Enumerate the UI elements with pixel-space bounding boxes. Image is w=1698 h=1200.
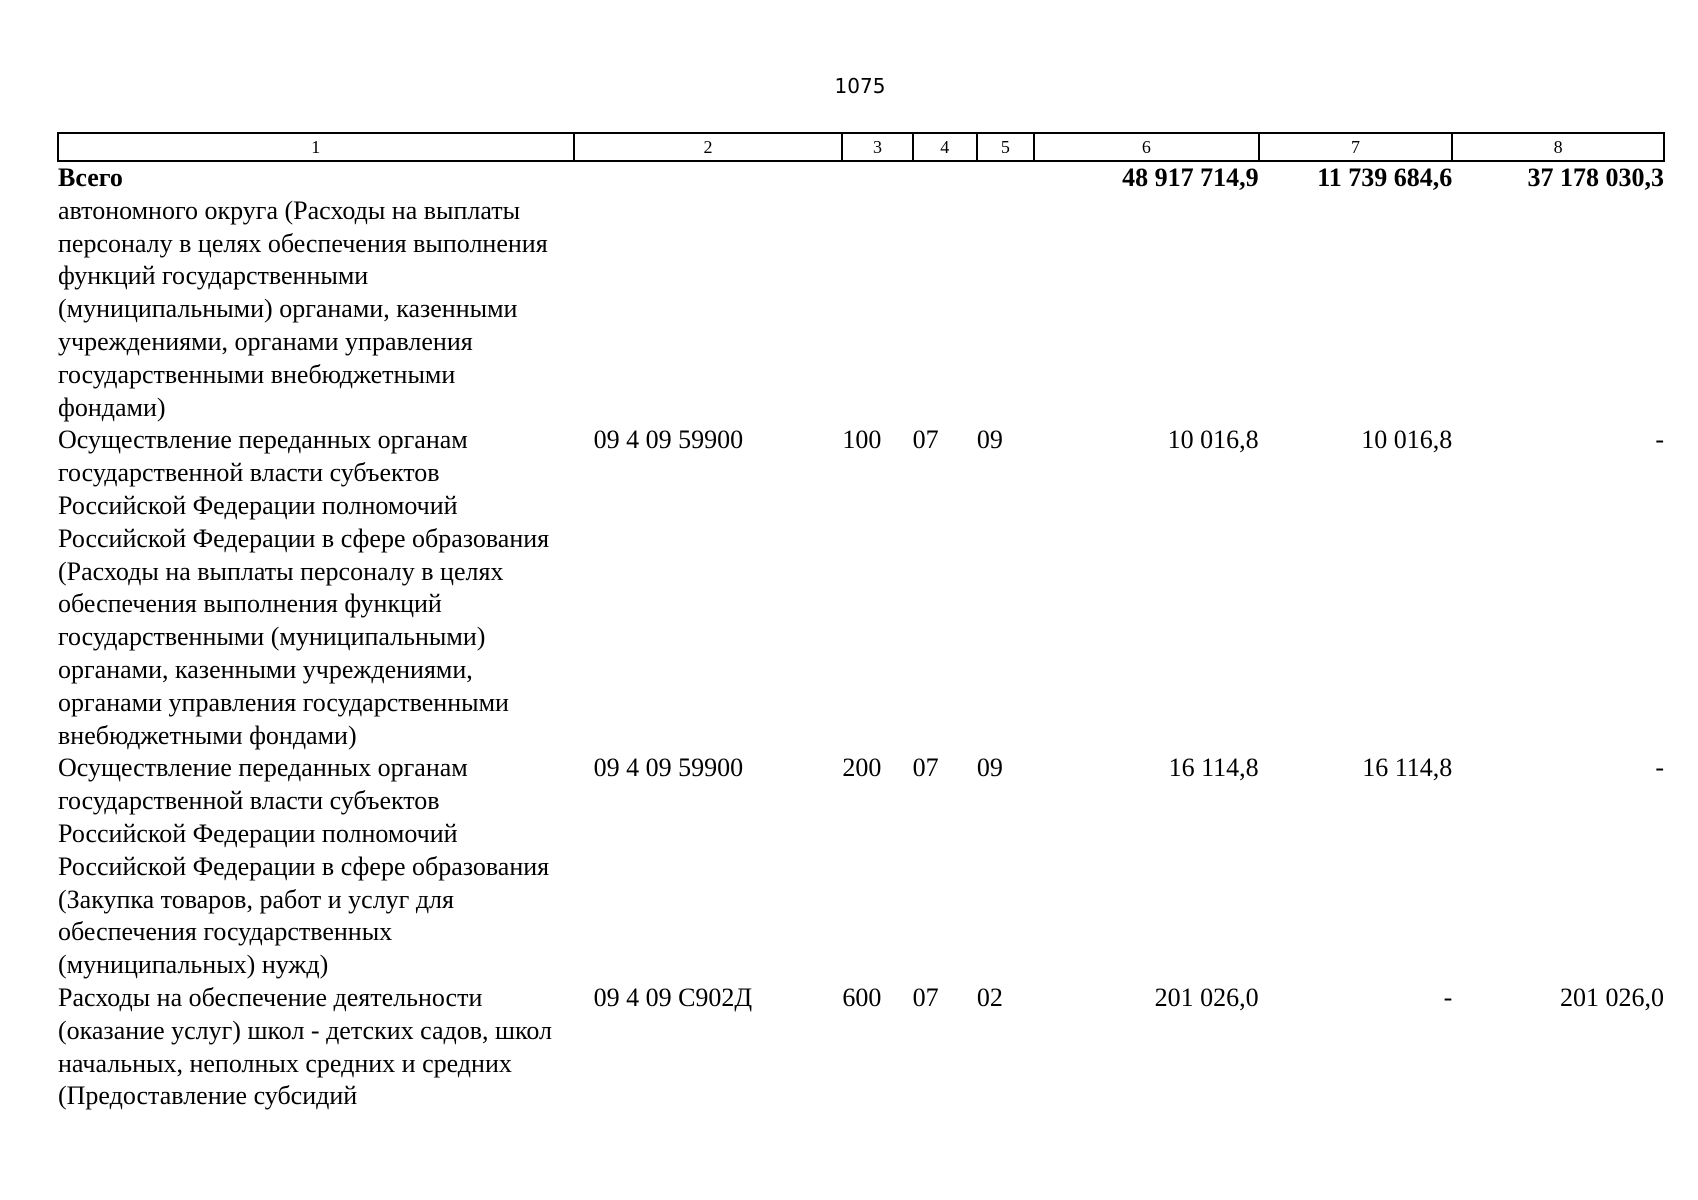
row-expense-type: 200 — [842, 753, 882, 783]
column-number-3: 3 — [842, 133, 912, 161]
row-section: 07 — [912, 753, 939, 783]
column-number-5: 5 — [977, 133, 1034, 161]
row-subsection — [977, 195, 1034, 425]
row-section: 07 — [912, 425, 939, 455]
table-row — [58, 982, 1664, 1113]
total-col6: 48 917 714,9 — [1122, 163, 1259, 192]
row-col8: 201 026,0 — [1560, 982, 1664, 1012]
column-number-6: 6 — [1034, 133, 1259, 161]
row-name: Осуществление переданных органам государственной власти субъектов Российской Федерации полномочий Российской Федерации в сфере образования (Расходы на выплаты персоналу в целях обеспечения выполнения функций государственными (муниципальными) органами, казенными учреждениями, органами управления государственными внебюджетными фондами) — [58, 425, 550, 750]
row-expense-type — [842, 195, 912, 425]
row-subsection: 09 — [976, 425, 1003, 455]
row-col6: 201 026,0 — [1154, 982, 1259, 1012]
row-col6: 10 016,8 — [1167, 425, 1259, 455]
total-row — [58, 161, 1664, 195]
table-row — [58, 195, 1664, 425]
row-col7: 16 114,8 — [1362, 753, 1453, 783]
row-name: Расходы на обеспечение деятельности (оказание услуг) школ - детских садов, школ начальных, неполных средних и средних (Предоставление субсидий — [58, 982, 552, 1111]
total-label: Всего — [58, 163, 123, 192]
column-number-2: 2 — [574, 133, 843, 161]
row-col7 — [1259, 195, 1453, 425]
column-number-1: 1 — [58, 133, 574, 161]
row-col8: - — [1655, 753, 1664, 783]
row-col6: 16 114,8 — [1168, 753, 1259, 783]
row-name: Осуществление переданных органам государственной власти субъектов Российской Федерации полномочий Российской Федерации в сфере образования (Закупка товаров, работ и услуг для обеспечения государственных (муниципальных) нужд) — [58, 753, 550, 980]
row-target-article: 09 4 09 С902Д — [593, 982, 753, 1012]
page-number: 1075 — [834, 74, 886, 98]
column-number-4: 4 — [913, 133, 977, 161]
row-target-article: 09 4 09 59900 — [593, 425, 744, 455]
row-col6 — [1034, 195, 1259, 425]
budget-table — [57, 132, 1665, 1113]
row-target-article: 09 4 09 59900 — [593, 753, 744, 783]
column-number-8: 8 — [1452, 133, 1664, 161]
total-col7: 11 739 684,6 — [1317, 163, 1453, 192]
row-col7: - — [1443, 982, 1453, 1012]
row-section — [913, 195, 977, 425]
total-col8: 37 178 030,3 — [1527, 163, 1664, 192]
table-row — [58, 752, 1664, 982]
row-col8: - — [1655, 425, 1664, 455]
row-col8 — [1452, 195, 1664, 425]
row-target-article — [574, 195, 843, 425]
row-expense-type: 600 — [842, 982, 882, 1012]
column-number-7: 7 — [1259, 133, 1453, 161]
column-number-header-row — [58, 133, 1664, 161]
row-expense-type: 100 — [842, 425, 882, 455]
row-subsection: 02 — [976, 982, 1003, 1012]
table-row — [58, 424, 1664, 752]
row-col7: 10 016,8 — [1361, 425, 1453, 455]
row-subsection: 09 — [976, 753, 1003, 783]
row-name: автономного округа (Расходы на выплаты персоналу в целях обеспечения выполнения функций государственными (муниципальными) органами, казенными учреждениями, органами управления государственными внебюджетными фондами) — [58, 195, 548, 422]
row-section: 07 — [912, 982, 939, 1012]
